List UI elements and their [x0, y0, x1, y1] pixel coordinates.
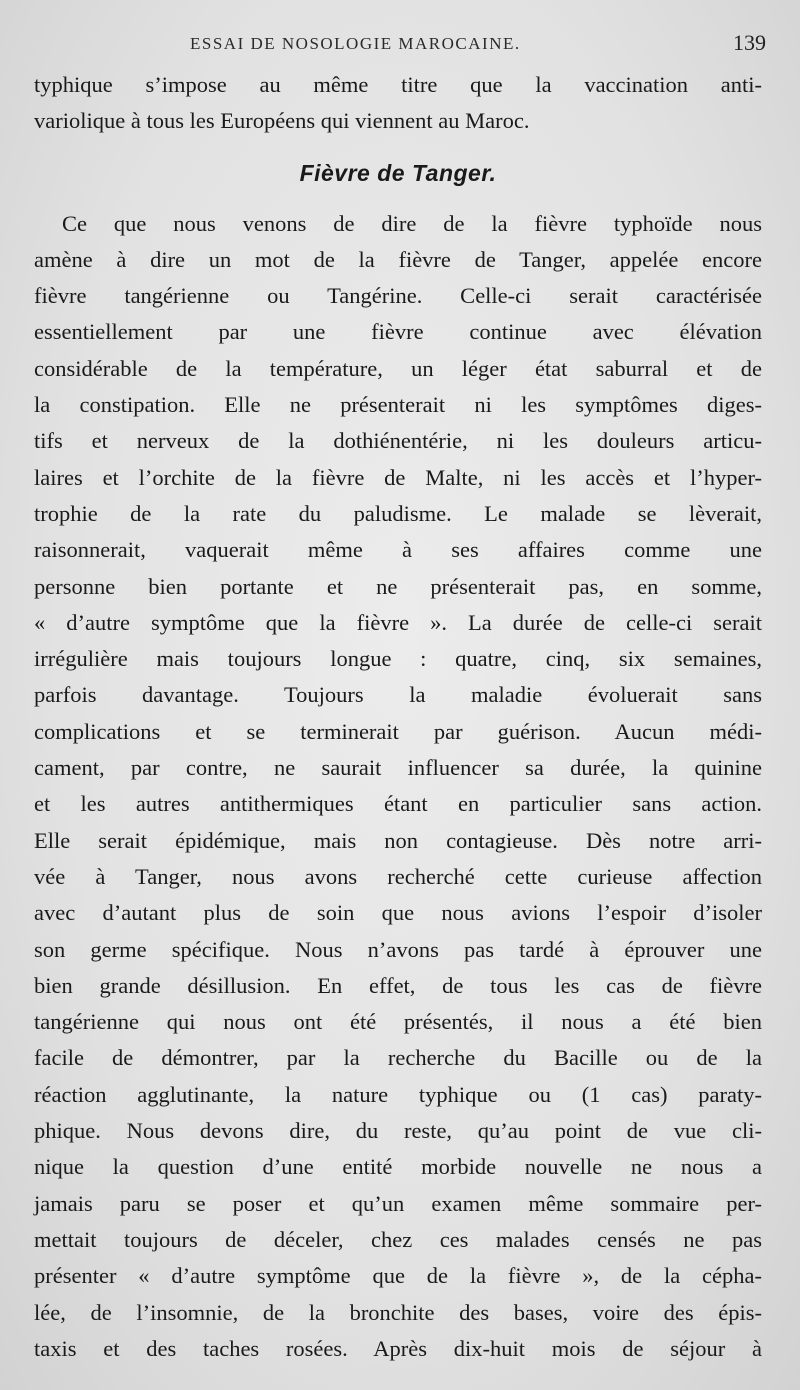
text-line: cament, par contre, ne saurait influencer sa durée, la quinine [34, 755, 762, 781]
text-line: facile de démontrer, par la recherche du Bacille ou de la [34, 1045, 762, 1071]
text-line: phique. Nous devons dire, du reste, qu’au point de vue cli- [34, 1118, 762, 1144]
section-title: Fièvre de Tanger. [299, 159, 497, 186]
text-line: réaction agglutinante, la nature typhique ou (1 cas) paraty- [34, 1081, 762, 1107]
text-line: essentiellement par une fièvre continue avec élévation [34, 319, 762, 345]
body-text [34, 67, 762, 1367]
text-line: présenter « d’autre symptôme que de la fièvre », de la cépha- [34, 1263, 762, 1289]
text-line: typhique s’impose au même titre que la vaccination anti- [34, 72, 762, 97]
text-line: amène à dire un mot de la fièvre de Tanger, appelée encore [34, 246, 762, 272]
text-line: jamais paru se poser et qu’un examen même sommaire per- [34, 1190, 762, 1216]
text-line: Elle serait épidémique, mais non contagieuse. Dès notre arri- [34, 827, 762, 853]
text-line: son germe spécifique. Nous n’avons pas tardé à éprouver une [34, 936, 762, 962]
text-line: la constipation. Elle ne présenterait ni les symptômes diges- [34, 392, 762, 418]
text-line: vée à Tanger, nous avons recherché cette curieuse affection [34, 863, 762, 889]
text-line: mettait toujours de déceler, chez ces malades censés ne pas [34, 1226, 762, 1252]
text-line: tifs et nerveux de la dothiénentérie, ni les douleurs articu- [34, 428, 762, 454]
text-line: trophie de la rate du paludisme. Le malade se lèverait, [34, 500, 762, 526]
running-head: ESSAI DE NOSOLOGIE MAROCAINE. [190, 34, 521, 53]
text-line: tangérienne qui nous ont été présentés, il nous a été bien [34, 1009, 762, 1035]
text-line: parfois davantage. Toujours la maladie évoluerait sans [34, 682, 762, 708]
text-line: et les autres antithermiques étant en particulier sans action. [34, 791, 762, 817]
text-line: irrégulière mais toujours longue : quatre, cinq, six semaines, [34, 646, 762, 672]
text-line: variolique à tous les Européens qui viennent au Maroc. [34, 108, 530, 134]
text-line: fièvre tangérienne ou Tangérine. Celle-ci serait caractérisée [34, 283, 762, 309]
text-line: lée, de l’insomnie, de la bronchite des bases, voire des épis- [34, 1299, 762, 1325]
text-line: taxis et des taches rosées. Après dix-huit mois de séjour à [34, 1335, 762, 1361]
text-line: Ce que nous venons de dire de la fièvre typhoïde nous [62, 210, 762, 236]
text-line: nique la question d’une entité morbide nouvelle ne nous a [34, 1154, 762, 1180]
text-line: complications et se terminerait par guérison. Aucun médi- [34, 718, 762, 744]
text-line: avec d’autant plus de soin que nous avions l’espoir d’isoler [34, 900, 762, 926]
text-line: personne bien portante et ne présenterait pas, en somme, [34, 573, 762, 599]
page-number: 139 [733, 30, 766, 55]
text-line: raisonnerait, vaquerait même à ses affaires comme une [34, 537, 762, 563]
text-line: laires et l’orchite de la fièvre de Malte, ni les accès et l’hyper- [34, 464, 762, 490]
text-line: considérable de la température, un léger état saburral et de [34, 355, 762, 381]
text-line: « d’autre symptôme que la fièvre ». La durée de celle-ci serait [34, 609, 762, 635]
text-line: bien grande désillusion. En effet, de tous les cas de fièvre [34, 972, 762, 998]
